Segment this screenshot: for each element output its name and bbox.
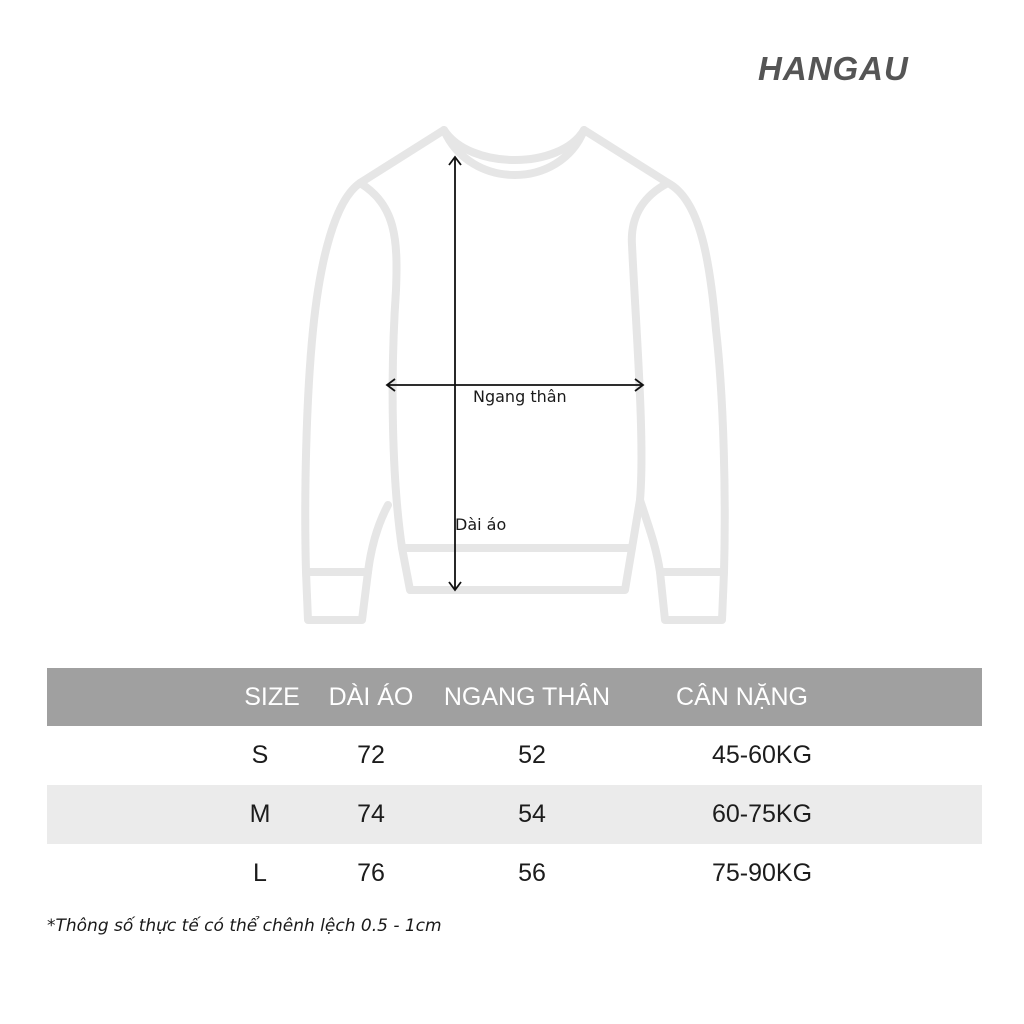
table-row [47, 844, 982, 903]
table-row [47, 726, 982, 785]
header-size: SIZE [244, 682, 300, 711]
width-label: Ngang thân [473, 387, 567, 406]
width-cell: 54 [518, 800, 546, 828]
width-cell: 52 [518, 741, 546, 769]
weight-cell: 45-60KG [711, 741, 813, 769]
header-length: DÀI ÁO [328, 682, 414, 711]
header-width: NGANG THÂN [443, 682, 611, 711]
size-chart-table [47, 668, 982, 903]
size-cell: S [251, 741, 269, 769]
sweater-outline [305, 130, 724, 620]
size-cell: M [249, 800, 271, 828]
width-cell: 56 [518, 859, 546, 887]
footnote: *Thông số thực tế có thể chênh lệch 0.5 - 1cm [47, 916, 442, 936]
length-cell: 72 [357, 741, 385, 769]
brand-logo: HANGAU [758, 50, 909, 87]
header-weight: CÂN NẶNG [676, 682, 808, 711]
size-cell: L [253, 859, 267, 887]
length-label: Dài áo [455, 515, 507, 534]
table-row [47, 785, 982, 844]
length-cell: 76 [357, 859, 385, 887]
weight-cell: 75-90KG [711, 859, 813, 887]
table-header-row [47, 668, 982, 726]
length-cell: 74 [357, 800, 385, 828]
weight-cell: 60-75KG [711, 800, 813, 828]
